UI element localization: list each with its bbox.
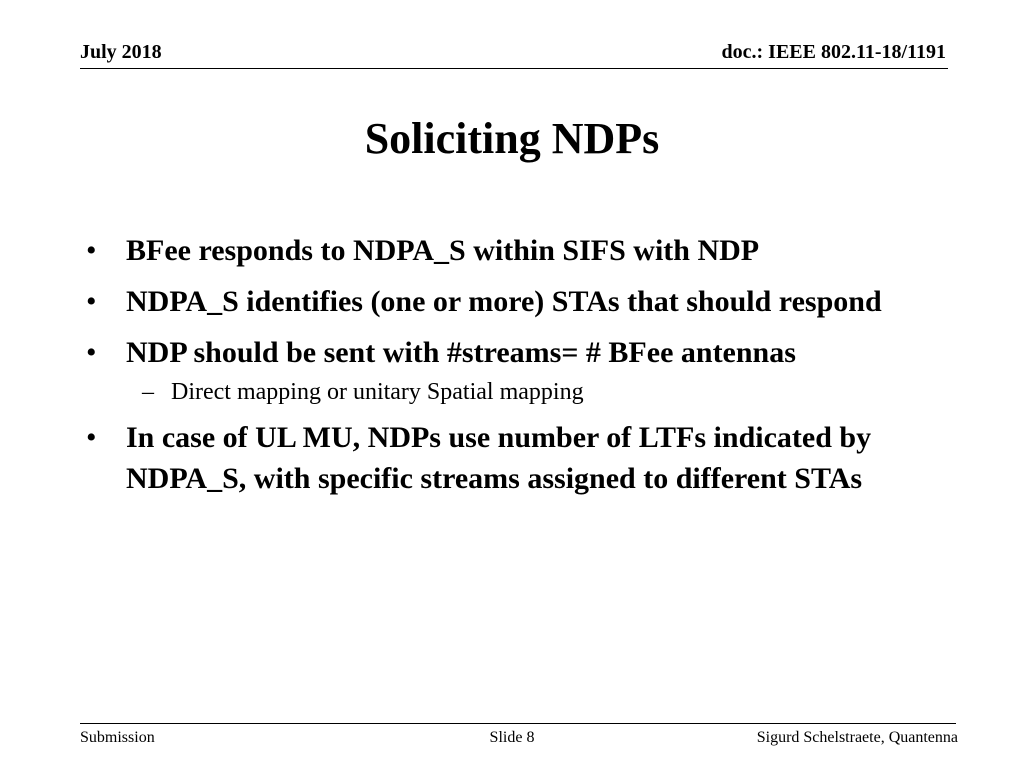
bullet-marker: • <box>86 285 97 318</box>
footer-submission: Submission <box>80 729 155 746</box>
header-divider <box>80 68 948 69</box>
sub-bullet-marker: – <box>142 379 154 405</box>
bullet-item <box>80 417 960 499</box>
bullet-text: NDP should be sent with #streams= # BFee antennas <box>126 336 796 369</box>
header-doc-id: doc.: IEEE 802.11-18/1191 <box>721 41 946 63</box>
footer-author: Sigurd Schelstraete, Quantenna <box>756 729 958 746</box>
bullet-list <box>80 230 960 509</box>
bullet-text: BFee responds to NDPA_S within SIFS with NDP <box>126 234 760 267</box>
bullet-text: In case of UL MU, NDPs use number of LTFs indicated by NDPA_S, with specific streams assigned to different STAs <box>126 421 872 495</box>
bullet-marker: • <box>86 234 97 267</box>
sub-bullet-text: Direct mapping or unitary Spatial mapping <box>171 379 584 405</box>
bullet-text: NDPA_S identifies (one or more) STAs that should respond <box>126 285 882 318</box>
bullet-marker: • <box>86 336 97 369</box>
header-date: July 2018 <box>80 41 162 63</box>
slide-title: Soliciting NDPs <box>364 114 660 163</box>
footer-slide-number: Slide 8 <box>489 729 535 746</box>
footer-divider <box>80 723 956 724</box>
bullet-marker: • <box>86 421 97 454</box>
sub-bullet-item <box>80 377 960 407</box>
bullet-item <box>80 332 960 373</box>
bullet-item <box>80 230 960 271</box>
bullet-item <box>80 281 960 322</box>
